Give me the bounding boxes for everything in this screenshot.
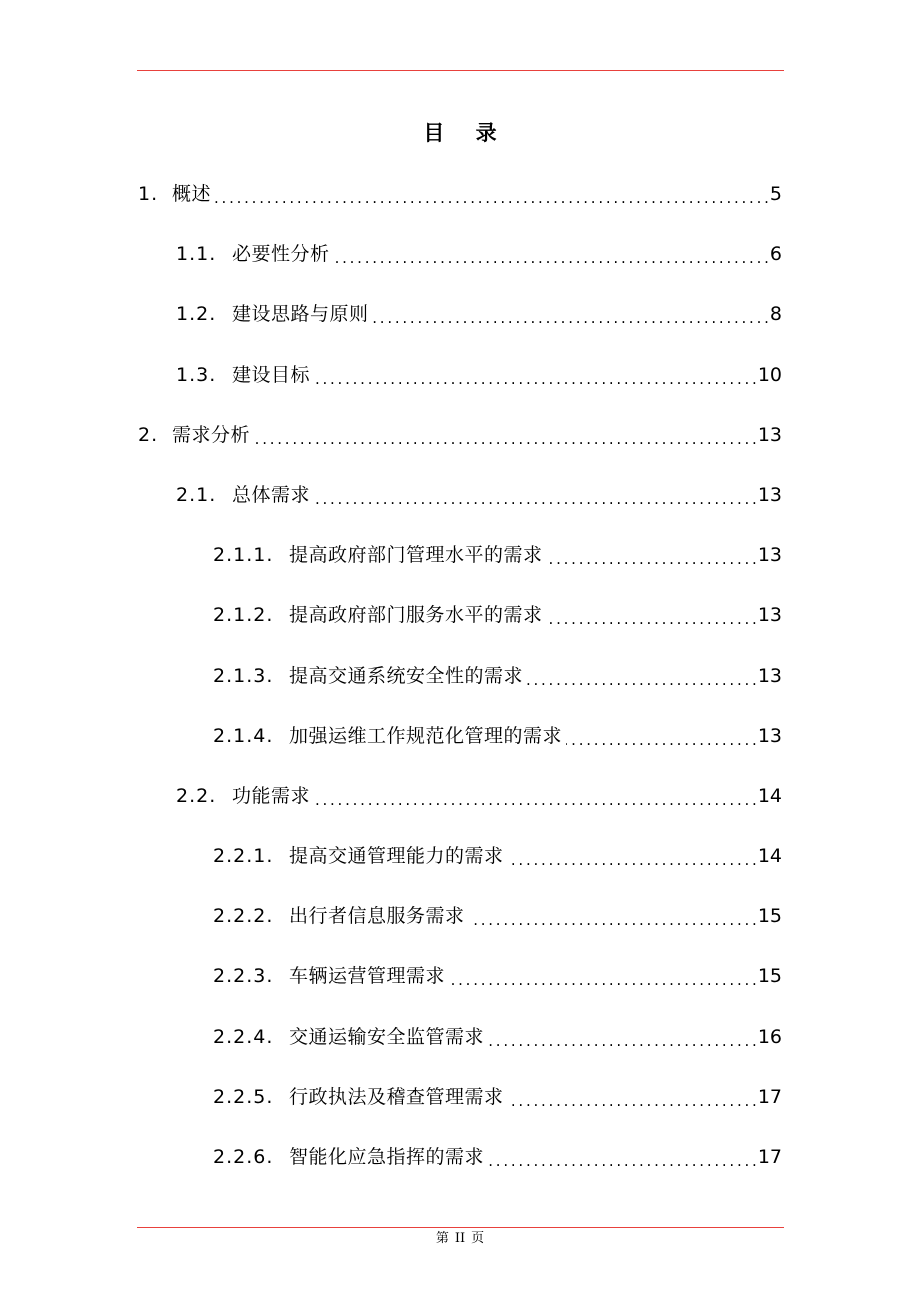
toc-leader-dots — [488, 1142, 756, 1172]
toc-entry-page: 10 — [757, 364, 782, 386]
toc-leader-dots — [566, 721, 756, 751]
toc-entry[interactable] — [213, 841, 782, 871]
toc-entry-label: 总体需求 — [232, 484, 311, 506]
toc-leader-dots — [373, 299, 768, 329]
toc-entry-label: 交通运输安全监管需求 — [289, 1026, 485, 1048]
toc-entry-label: 建设思路与原则 — [232, 303, 369, 325]
toc-entry-number: 2.2.5. — [213, 1086, 274, 1108]
toc-entry-number: 1. — [138, 183, 159, 205]
toc-leader-dots — [314, 480, 756, 510]
toc-entry-page: 13 — [757, 604, 782, 626]
page-footer — [0, 1229, 920, 1249]
toc-entry-label: 车辆运营管理需求 — [289, 965, 446, 987]
toc-entry-page: 17 — [757, 1146, 782, 1168]
toc-entry-page: 15 — [757, 965, 782, 987]
toc-entry-label: 必要性分析 — [232, 243, 330, 265]
toc-leader-dots — [469, 901, 756, 931]
toc-entry-label: 智能化应急指挥的需求 — [289, 1146, 485, 1168]
toc-leader-dots — [508, 1082, 756, 1112]
toc-leader-dots — [547, 540, 756, 570]
toc-entry[interactable] — [213, 721, 782, 751]
toc-entry[interactable] — [213, 901, 782, 931]
toc-entry-page: 15 — [757, 905, 782, 927]
toc-entry-label: 出行者信息服务需求 — [289, 905, 465, 927]
toc-entry-page: 13 — [757, 725, 782, 747]
toc-entry[interactable] — [213, 1022, 782, 1052]
toc-entry[interactable] — [138, 179, 782, 209]
toc-leader-dots — [547, 600, 756, 630]
toc-entry-number: 2.2.1. — [213, 845, 274, 867]
footer-page-number: II — [454, 1231, 466, 1246]
toc-entry[interactable] — [213, 661, 782, 691]
toc-entry-page: 5 — [769, 183, 782, 205]
toc-entry-number: 1.2. — [176, 303, 217, 325]
footer-rule — [137, 1227, 784, 1228]
header-rule — [137, 70, 784, 71]
toc-leader-dots — [508, 841, 756, 871]
toc-entry-label: 建设目标 — [232, 364, 311, 386]
toc-entry-page: 14 — [757, 785, 782, 807]
toc-entry-number: 2.2.4. — [213, 1026, 274, 1048]
toc-entry[interactable] — [176, 239, 782, 269]
toc-entry-label: 提高交通系统安全性的需求 — [289, 665, 524, 687]
toc-entry-number: 2.2.2. — [213, 905, 274, 927]
toc-entry-label: 加强运维工作规范化管理的需求 — [289, 725, 563, 747]
toc-entry-label: 提高政府部门服务水平的需求 — [289, 604, 543, 626]
toc-entry-page: 13 — [757, 544, 782, 566]
toc-entry-page: 17 — [757, 1086, 782, 1108]
toc-entry-number: 2.1.1. — [213, 544, 274, 566]
toc-entry-number: 2. — [138, 424, 159, 446]
toc-entry-label: 提高交通管理能力的需求 — [289, 845, 504, 867]
toc-leader-dots — [254, 420, 756, 450]
toc-leader-dots — [334, 239, 768, 269]
toc-entry-number: 2.2.3. — [213, 965, 274, 987]
toc-entry-label: 行政执法及稽查管理需求 — [289, 1086, 504, 1108]
toc-entry[interactable] — [213, 1142, 782, 1172]
toc-entry-label: 提高政府部门管理水平的需求 — [289, 544, 543, 566]
toc-leader-dots — [314, 360, 756, 390]
toc-entry[interactable] — [176, 299, 782, 329]
toc-entry-number: 2.2. — [176, 785, 217, 807]
toc-entry-number: 2.2.6. — [213, 1146, 274, 1168]
toc-entry-label: 概述 — [172, 183, 212, 205]
toc-entry-number: 2.1.2. — [213, 604, 274, 626]
toc-entry-label: 需求分析 — [172, 424, 251, 446]
toc-entry-label: 功能需求 — [232, 785, 311, 807]
toc-leader-dots — [527, 661, 756, 691]
toc-entry[interactable] — [138, 420, 782, 450]
toc-entry-number: 2.1. — [176, 484, 217, 506]
toc-entry[interactable] — [213, 540, 782, 570]
toc-leader-dots — [215, 179, 768, 209]
toc-entry-page: 16 — [757, 1026, 782, 1048]
toc-entry[interactable] — [176, 480, 782, 510]
toc-entry[interactable] — [213, 1082, 782, 1112]
toc-entry-page: 13 — [757, 484, 782, 506]
toc-entry-page: 8 — [769, 303, 782, 325]
toc-entry-number: 1.3. — [176, 364, 217, 386]
page-title: 目 录 — [423, 121, 509, 145]
toc-entry-number: 2.1.4. — [213, 725, 274, 747]
toc-entry-page: 13 — [757, 424, 782, 446]
toc-entry[interactable] — [213, 600, 782, 630]
toc-entry-page: 13 — [757, 665, 782, 687]
toc-entry[interactable] — [176, 781, 782, 811]
toc-leader-dots — [314, 781, 756, 811]
footer-prefix: 第 — [435, 1231, 449, 1246]
toc-entry[interactable] — [213, 961, 782, 991]
toc-leader-dots — [488, 1022, 756, 1052]
toc-entry-number: 2.1.3. — [213, 665, 274, 687]
toc-entry-page: 6 — [769, 243, 782, 265]
toc-entry-page: 14 — [757, 845, 782, 867]
toc-entry-number: 1.1. — [176, 243, 217, 265]
footer-suffix: 页 — [471, 1231, 485, 1246]
toc-leader-dots — [449, 961, 756, 991]
toc-entry[interactable] — [176, 360, 782, 390]
